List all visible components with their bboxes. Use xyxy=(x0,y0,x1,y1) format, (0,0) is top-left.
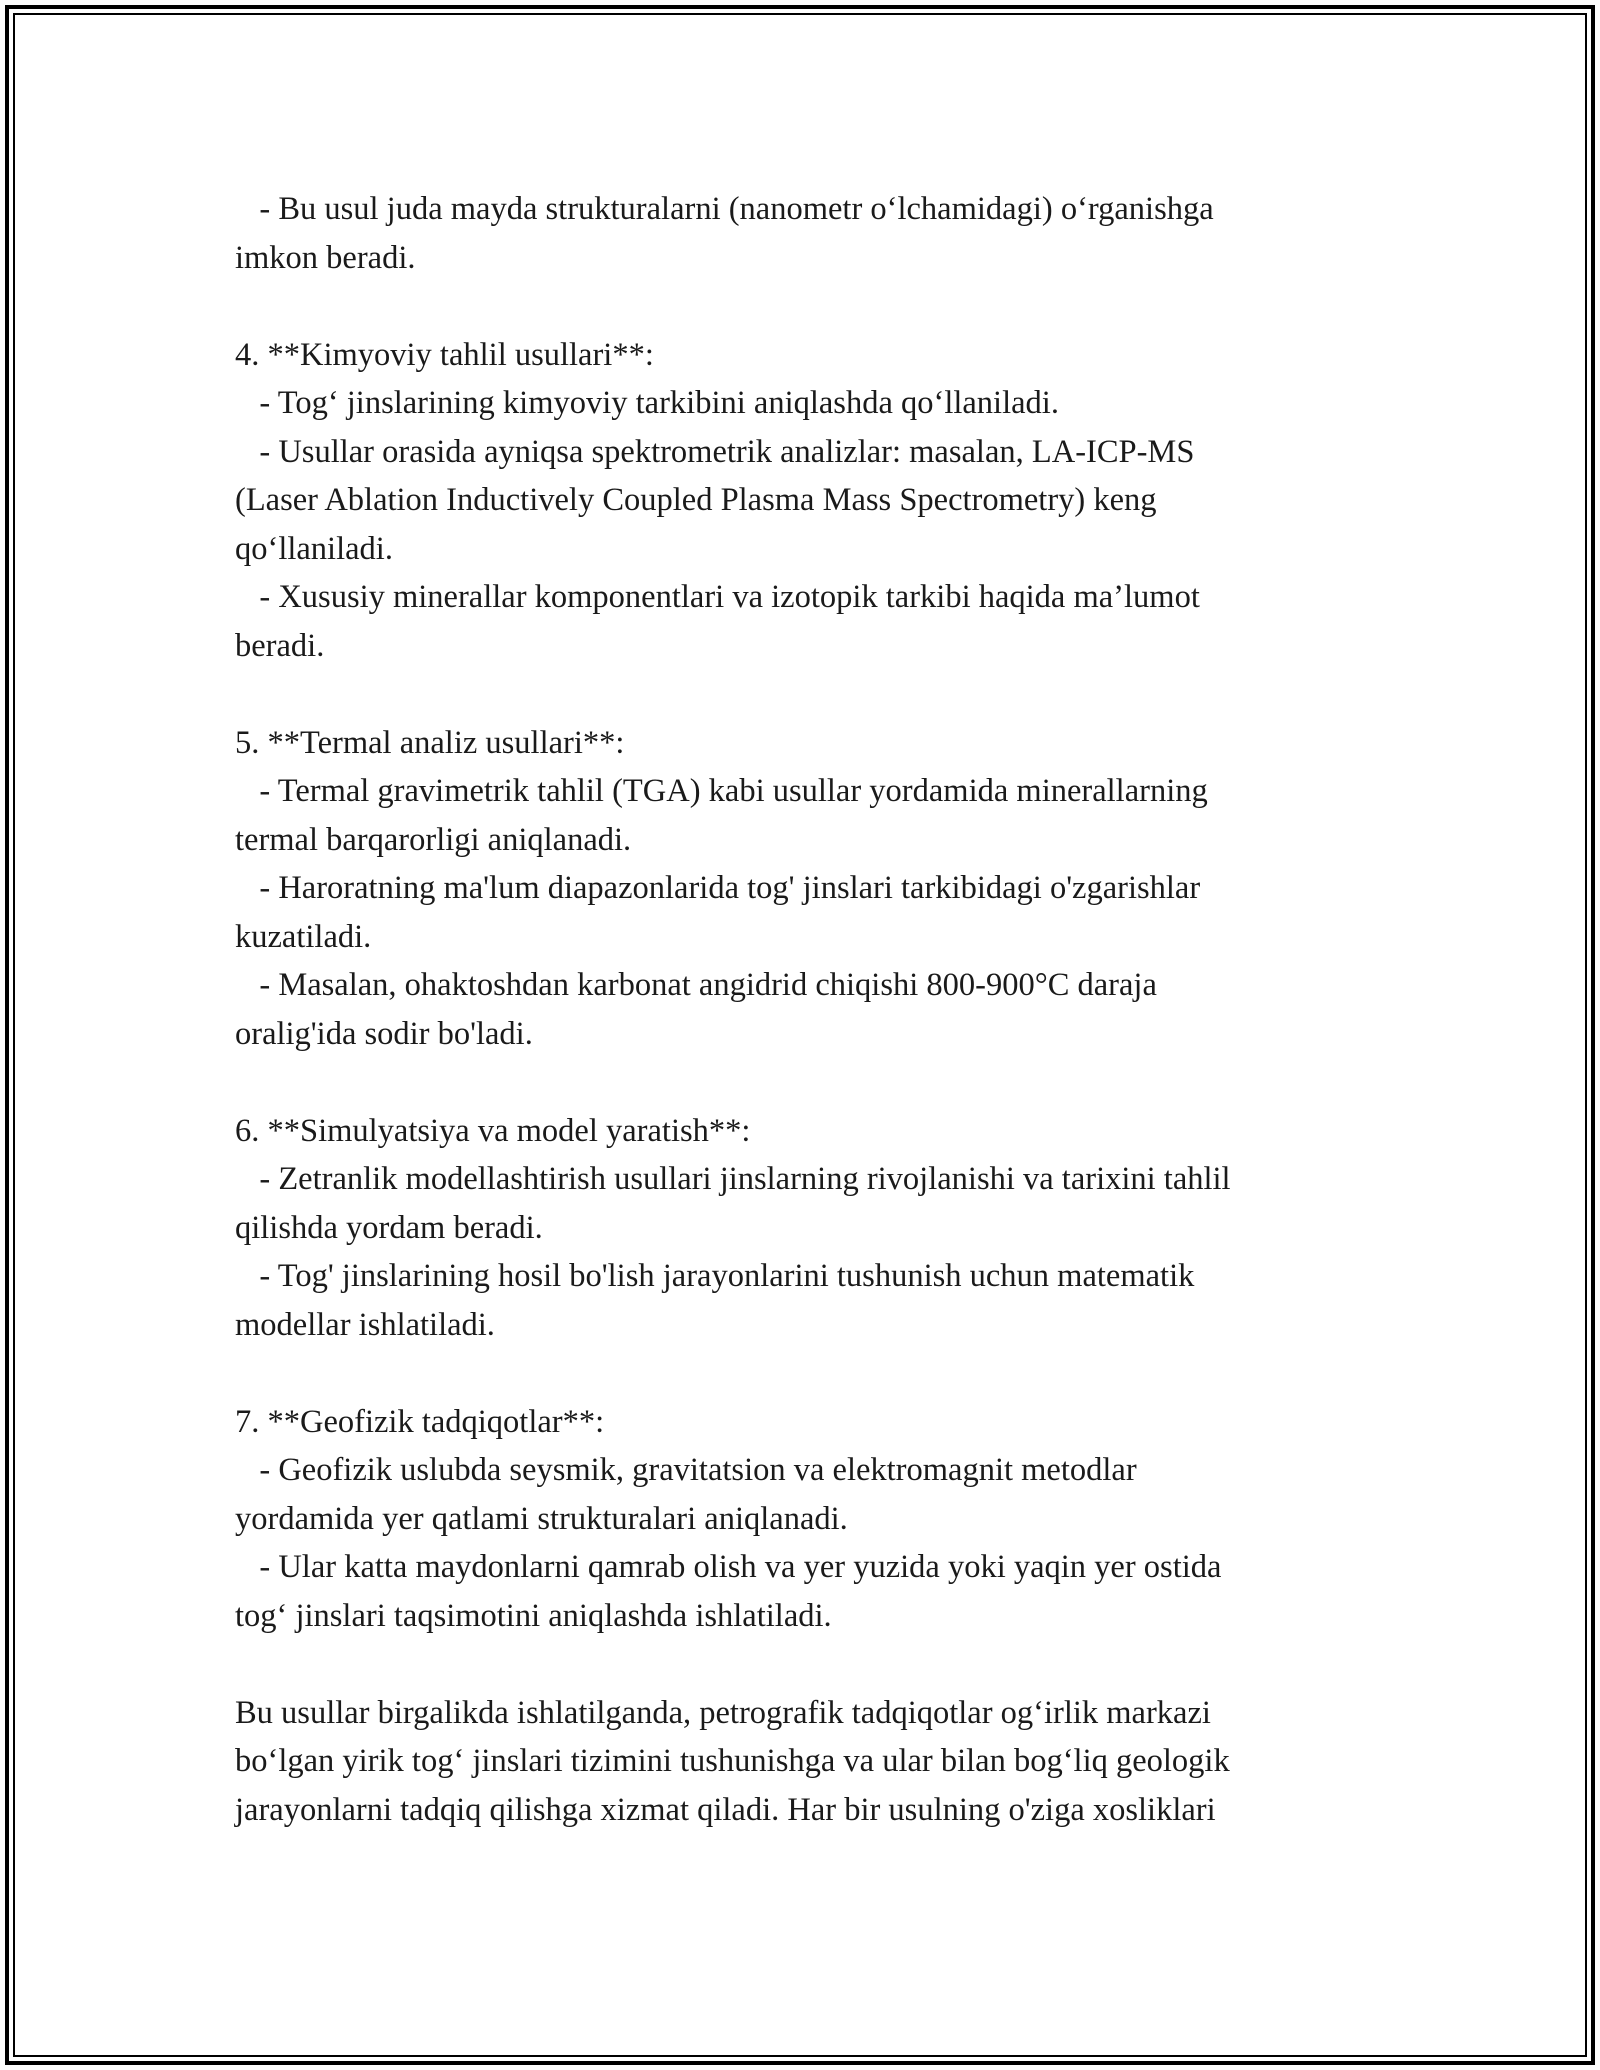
text-line: bo‘lgan yirik tog‘ jinslari tizimini tushunishga va ular bilan bog‘liq geologik xyxy=(235,1743,1230,1779)
section-heading: 4. **Kimyoviy tahlil usullari**: xyxy=(235,336,654,373)
text-line: yordamida yer qatlami strukturalari aniqlanadi. xyxy=(235,1500,848,1537)
section-heading: 5. **Termal analiz usullari**: xyxy=(235,724,625,761)
text-line: - Tog' jinslarining hosil bo'lish jarayonlarini tushunish uchun matematik xyxy=(235,1258,1195,1294)
blank-line xyxy=(235,670,1365,719)
text-line: termal barqarorligi aniqlanadi. xyxy=(235,821,632,858)
blank-line xyxy=(235,1640,1365,1689)
text-line: - Bu usul juda mayda strukturalarni (nanometr o‘lchamidagi) o‘rganishga xyxy=(235,191,1214,227)
text-line: - Ular katta maydonlarni qamrab olish va yer yuzida yoki yaqin yer ostida xyxy=(235,1549,1222,1585)
text-line: qo‘llaniladi. xyxy=(235,530,393,567)
blank-line xyxy=(235,1349,1365,1398)
blank-line xyxy=(235,1058,1365,1107)
text-line: - Masalan, ohaktoshdan karbonat angidrid chiqishi 800-900°C daraja xyxy=(235,967,1157,1003)
text-line: - Xususiy minerallar komponentlari va izotopik tarkibi haqida ma’lumot xyxy=(235,579,1200,615)
text-line: - Usullar orasida ayniqsa spektrometrik analizlar: masalan, LA-ICP-MS xyxy=(235,433,1195,470)
blank-line xyxy=(235,282,1365,331)
text-line: - Zetranlik modellashtirish usullari jinslarning rivojlanishi va tarixini tahlil xyxy=(235,1161,1231,1197)
text-line: kuzatiladi. xyxy=(235,918,372,955)
text-line: - Haroratning ma'lum diapazonlarida tog' jinslari tarkibidagi o'zgarishlar xyxy=(235,870,1201,906)
text-line: - Geofizik uslubda seysmik, gravitatsion va elektromagnit metodlar xyxy=(235,1452,1137,1488)
text-line: oralig'ida sodir bo'ladi. xyxy=(235,1015,533,1052)
section-heading: 7. **Geofizik tadqiqotlar**: xyxy=(235,1403,605,1440)
text-line: beradi. xyxy=(235,627,325,664)
text-line: qilishda yordam beradi. xyxy=(235,1209,543,1246)
document-body xyxy=(235,185,1365,1834)
text-line: (Laser Ablation Inductively Coupled Plasma Mass Spectrometry) keng xyxy=(235,482,1157,518)
text-line: - Termal gravimetrik tahlil (TGA) kabi usullar yordamida minerallarning xyxy=(235,773,1208,809)
text-line: Bu usullar birgalikda ishlatilganda, petrografik tadqiqotlar og‘irlik markazi xyxy=(235,1694,1211,1731)
section-heading: 6. **Simulyatsiya va model yaratish**: xyxy=(235,1112,751,1149)
text-line: modellar ishlatiladi. xyxy=(235,1306,495,1343)
text-line: imkon beradi. xyxy=(235,239,416,276)
text-line: - Tog‘ jinslarining kimyoviy tarkibini aniqlashda qo‘llaniladi. xyxy=(235,385,1059,421)
text-line: tog‘ jinslari taqsimotini aniqlashda ishlatiladi. xyxy=(235,1597,832,1634)
text-line: jarayonlarni tadqiq qilishga xizmat qiladi. Har bir usulning o'ziga xosliklari xyxy=(235,1791,1216,1828)
